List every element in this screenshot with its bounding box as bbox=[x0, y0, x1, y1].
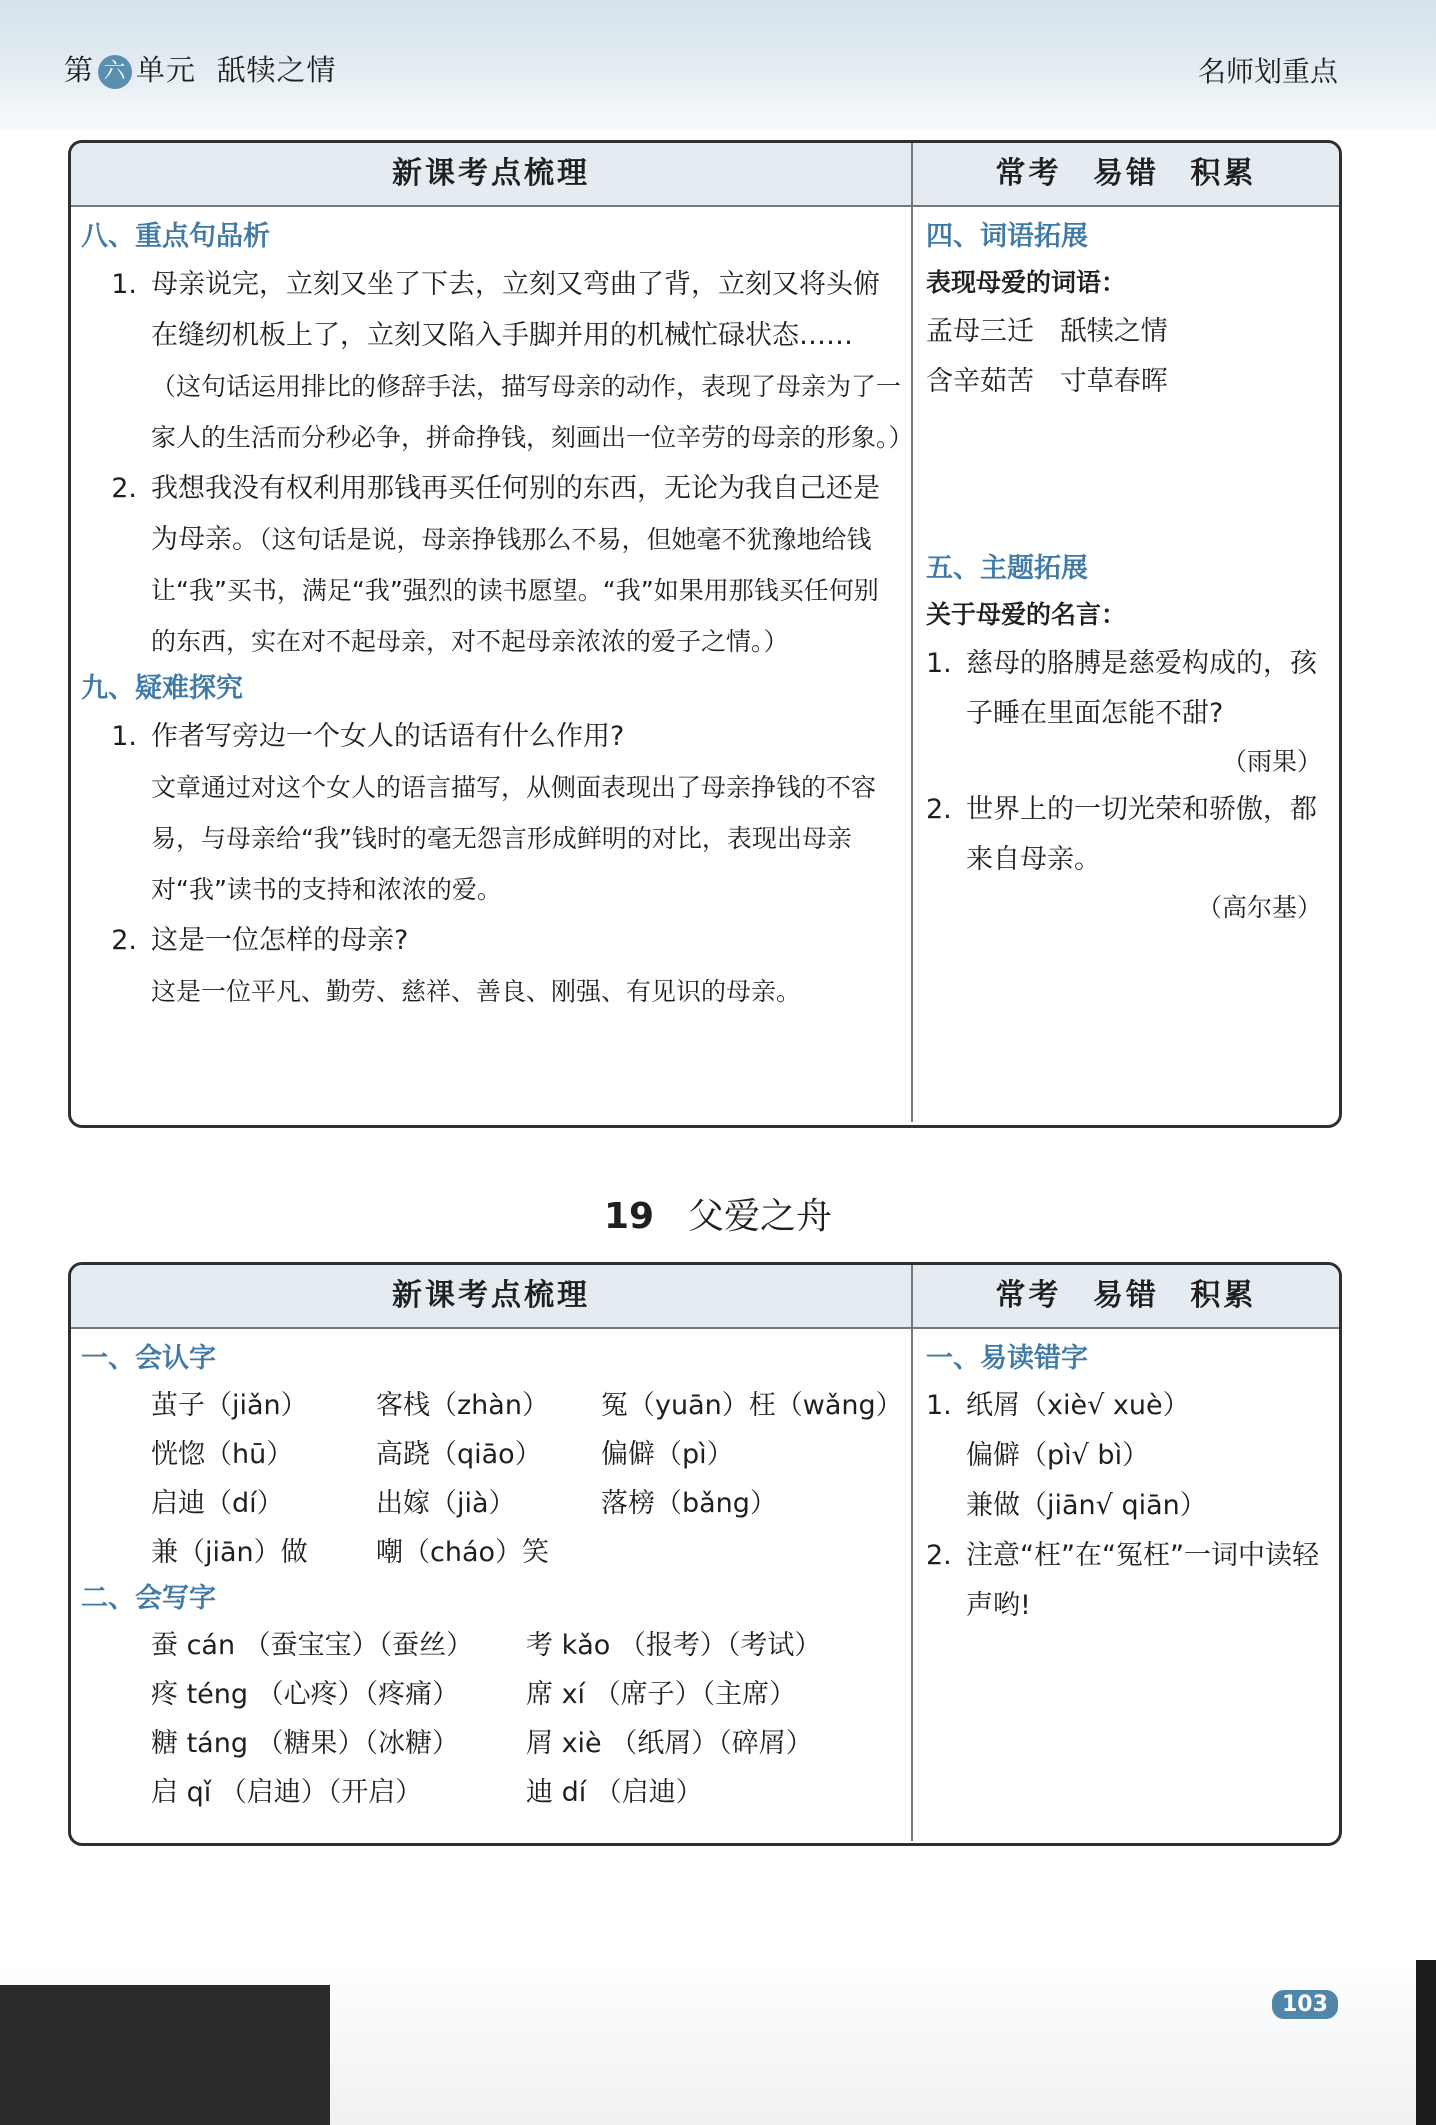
scan-shadow bbox=[1416, 1960, 1436, 2125]
word-row: 兼（jiān）做 嘲（cháo）笑 bbox=[151, 1537, 550, 1568]
spacer bbox=[926, 407, 1326, 547]
unit-prefix: 第 bbox=[64, 53, 95, 87]
unit-number-badge: 六 bbox=[98, 55, 132, 89]
quote-item: 2. 世界上的一切光荣和骄傲，都来自母亲。 bbox=[926, 794, 1317, 875]
list-item: 兼做（jiān√ qiān） bbox=[966, 1490, 1207, 1521]
answer-text: 这是一位平凡、勤劳、慈祥、善良、刚强、有见识的母亲。 bbox=[151, 977, 802, 1006]
list-item: 2. 我想我没有权利用那钱再买任何别的东西，无论为我自己还是为母亲。（这句话是说，母亲挣钱那么不易，但她毫不犹豫地给钱让“我”买书，满足“我”强烈的读书愿望。“我”如果用那钱买任何别的东西，实在对不起母亲，对不起母亲浓浓的爱子之情。） bbox=[111, 473, 880, 656]
left-column bbox=[81, 1337, 901, 1817]
label: 关于母爱的名言： bbox=[926, 600, 1127, 629]
list-item: 偏僻（pì√ bì） bbox=[966, 1440, 1150, 1471]
box-left-heading: 新课考点梳理 bbox=[71, 143, 913, 205]
right-column bbox=[926, 215, 1326, 931]
word-row: 疼 téng （心疼）（疼痛） 席 xí （席子）（主席） bbox=[151, 1679, 797, 1710]
section-heading: 一、易读错字 bbox=[926, 1343, 1088, 1374]
quote-source: （雨果） bbox=[1221, 747, 1322, 776]
left-column bbox=[81, 215, 914, 1017]
section-heading: 一、会认字 bbox=[81, 1343, 216, 1374]
box-right-heading: 常考 易错 积累 bbox=[995, 1278, 1257, 1313]
review-box-1 bbox=[68, 140, 1342, 1128]
column-divider bbox=[911, 1329, 913, 1841]
list-item: 1. 作者写旁边一个女人的话语有什么作用? 文章通过对这个女人的语言描写，从侧面表现出了母亲挣钱的不容易，与母亲给“我”钱时的毫无怨言形成鲜明的对比，表现出母亲对“我”读书的支持和浓浓的爱。 bbox=[81, 711, 901, 915]
list-item: 2. 注意“枉”在“冤枉”一词中读轻声哟! bbox=[926, 1540, 1319, 1621]
section-heading: 四、词语拓展 bbox=[926, 221, 1088, 252]
section-heading: 八、重点句品析 bbox=[81, 221, 270, 252]
word-row: 启 qǐ （启迪）（开启） 迪 dí （启迪） bbox=[151, 1777, 703, 1808]
recognize-words bbox=[81, 1381, 901, 1577]
scan-shadow bbox=[0, 1985, 330, 2125]
list-item: 1. 母亲说完，立刻又坐了下去，立刻又弯曲了背，立刻又将头俯在缝纫机板上了，立刻又陷入手脚并用的机械忙碌状态……（这句话运用排比的修辞手法，描写母亲的动作，表现了母亲为了一家人的生活而分秒必争，拼命挣钱，刻画出一位辛劳的母亲的形象。） bbox=[111, 269, 914, 452]
page-number: 103 bbox=[1272, 1990, 1338, 2019]
sentence-text: 我想我没有权利用那钱再买任何别的东西，无论为我自己还是为母亲。 bbox=[151, 473, 880, 555]
quote-source: （高尔基） bbox=[1196, 893, 1322, 922]
right-column bbox=[926, 1337, 1326, 1631]
list-item: 1. 纸屑（xiè√ xuè） bbox=[926, 1390, 1190, 1421]
word-row: 蚕 cán （蚕宝宝）（蚕丝） 考 kǎo （报考）（考试） bbox=[151, 1630, 822, 1661]
lesson-number: 19 bbox=[603, 1196, 655, 1237]
column-divider bbox=[911, 207, 913, 1122]
lesson-name: 父爱之舟 bbox=[688, 1196, 833, 1237]
box-body bbox=[71, 207, 1339, 1122]
box-header bbox=[71, 143, 1339, 207]
question-text: 作者写旁边一个女人的话语有什么作用? bbox=[151, 721, 625, 752]
section-heading: 二、会写字 bbox=[81, 1583, 216, 1614]
label: 表现母爱的词语： bbox=[926, 268, 1127, 297]
header-right-label: 名师划重点 bbox=[1197, 55, 1338, 88]
word-row: 启迪（dí） 出嫁（jià） 落榜（bǎng） bbox=[151, 1488, 777, 1519]
section-heading: 五、主题拓展 bbox=[926, 553, 1088, 584]
word-row: 茧子（jiǎn） 客栈（zhàn） 冤（yuān）枉（wǎng） bbox=[151, 1390, 903, 1421]
list-item: 2. 这是一位怎样的母亲? 这是一位平凡、勤劳、慈祥、善良、刚强、有见识的母亲。 bbox=[81, 915, 901, 1017]
word-line: 含辛茹苦 寸草春晖 bbox=[926, 366, 1168, 397]
lesson-title bbox=[0, 1192, 1436, 1242]
review-box-2 bbox=[68, 1262, 1342, 1846]
word-row: 恍惚（hū） 高跷（qiāo） 偏僻（pì） bbox=[151, 1439, 734, 1470]
section-heading: 九、疑难探究 bbox=[81, 673, 243, 704]
sentence-note: （这句话运用排比的修辞手法，描写母亲的动作，表现了母亲为了一家人的生活而分秒必争，拼命挣钱，刻画出一位辛劳的母亲的形象。） bbox=[151, 372, 914, 452]
unit-suffix: 单元 bbox=[136, 53, 197, 87]
unit-header bbox=[64, 48, 336, 89]
answer-text: 文章通过对这个女人的语言描写，从侧面表现出了母亲挣钱的不容易，与母亲给“我”钱时的毫无怨言形成鲜明的对比，表现出母亲对“我”读书的支持和浓浓的爱。 bbox=[151, 773, 877, 904]
sentence-text: 母亲说完，立刻又坐了下去，立刻又弯曲了背，立刻又将头俯在缝纫机板上了，立刻又陷入手脚并用的机械忙碌状态…… bbox=[151, 269, 880, 351]
box-right-heading: 常考 易错 积累 bbox=[995, 156, 1257, 191]
box-header bbox=[71, 1265, 1339, 1329]
quote-item: 1. 慈母的胳膊是慈爱构成的，孩子睡在里面怎能不甜? bbox=[926, 648, 1317, 729]
box-body bbox=[71, 1329, 1339, 1841]
unit-title: 舐犊之情 bbox=[216, 53, 337, 87]
box-left-heading: 新课考点梳理 bbox=[71, 1265, 913, 1327]
word-line: 孟母三迁 舐犊之情 bbox=[926, 316, 1168, 347]
sentence-note: （这句话是说，母亲挣钱那么不易，但她毫不犹豫地给钱让“我”买书，满足“我”强烈的读书愿望。“我”如果用那钱买任何别的东西，实在对不起母亲，对不起母亲浓浓的爱子之情。） bbox=[151, 525, 879, 656]
question-text: 这是一位怎样的母亲? bbox=[151, 925, 409, 956]
write-words bbox=[81, 1621, 901, 1817]
word-row: 糖 táng （糖果）（冰糖） 屑 xiè （纸屑）（碎屑） bbox=[151, 1728, 813, 1759]
